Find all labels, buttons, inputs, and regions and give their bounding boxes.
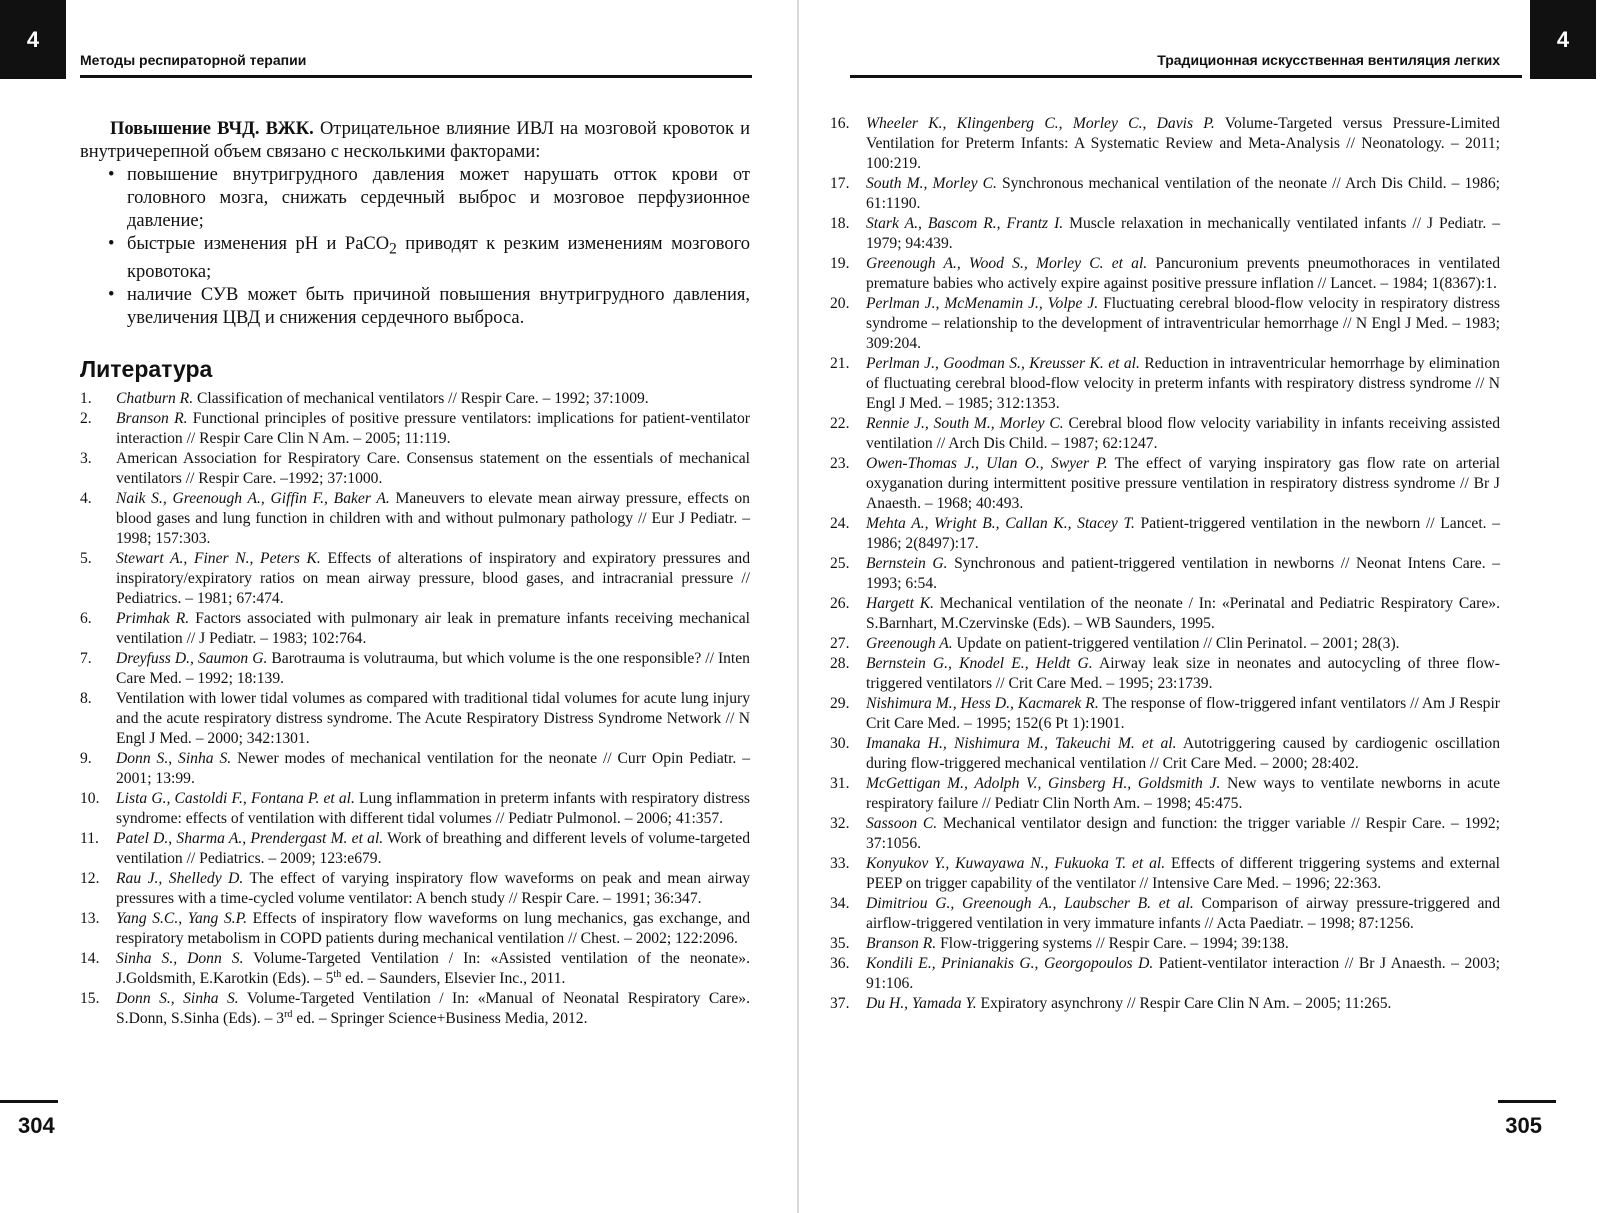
reference-item	[80, 909, 750, 949]
intro-paragraph	[80, 118, 750, 164]
reference-item	[830, 114, 1500, 174]
reference-item	[80, 409, 750, 449]
reference-item	[830, 894, 1500, 934]
reference-list	[80, 389, 750, 1029]
reference-authors: Greenough A.	[866, 635, 953, 652]
reference-number: 27.	[830, 635, 850, 652]
reference-body: Synchronous mechanical ventilation of the neonate // Arch Dis Child. – 1986; 61:1190.	[866, 175, 1500, 212]
reference-body: Muscle relaxation in mechanically ventilated infants // J Pediatr. – 1979; 94:439.	[866, 215, 1500, 252]
reference-authors: Primhak R.	[116, 609, 190, 627]
intro-text: Отрицательное влияние ИВЛ на мозговой кровоток и внутричерепной объем связано с несколькими факторами:	[80, 119, 751, 162]
reference-authors: Dreyfuss D., Saumon G.	[116, 649, 268, 667]
reference-authors: Konyukov Y., Kuwayawa N., Fukuoka T. et al.	[866, 855, 1166, 872]
reference-text	[116, 649, 750, 689]
reference-item	[830, 354, 1500, 414]
chapter-tab	[1530, 0, 1596, 79]
reference-text	[866, 254, 1500, 294]
reference-number: 10.	[80, 789, 100, 807]
reference-item	[830, 934, 1500, 954]
reference-text	[866, 354, 1500, 414]
reference-text	[116, 449, 750, 489]
reference-text	[116, 749, 750, 789]
reference-item	[80, 869, 750, 909]
reference-body: Volume-Targeted versus Pressure-Limited Ventilation for Preterm Infants: A Systematic Review and Meta-Analysis // Neonatology. – 2011; 100:219.	[866, 115, 1500, 172]
reference-text	[116, 609, 750, 649]
footer-rule	[0, 1100, 58, 1103]
bullet-item	[80, 164, 750, 233]
reference-text	[866, 634, 1500, 654]
chapter-number: 4	[26, 26, 40, 52]
reference-text	[866, 814, 1500, 854]
reference-text	[866, 774, 1500, 814]
reference-text	[116, 549, 750, 609]
reference-authors: Bernstein G., Knodel E., Heldt G.	[866, 655, 1093, 672]
reference-authors: Imanaka H., Nishimura M., Takeuchi M. et al.	[866, 735, 1177, 752]
reference-item	[80, 449, 750, 489]
reference-authors: Hargett K.	[866, 595, 935, 612]
reference-authors: Yang S.C., Yang S.P.	[116, 909, 248, 927]
reference-authors: Lista G., Castoldi F., Fontana P. et al.	[116, 789, 355, 807]
reference-text	[116, 869, 750, 909]
reference-body-tail: ed. – Springer Science+Business Media, 2012.	[292, 1009, 588, 1027]
reference-authors: Perlman J., Goodman S., Kreusser K. et al.	[866, 355, 1140, 372]
reference-number: 32.	[830, 815, 850, 832]
reference-body: Newer modes of mechanical ventilation for the neonate // Curr Opin Pediatr. – 2001; 13:99.	[116, 749, 750, 787]
reference-body: Pancuronium prevents pneumothoraces in ventilated premature babies who actively expire against positive pressure inflation // Lancet. – 1984; 1(8367):1.	[866, 255, 1501, 292]
reference-item	[80, 649, 750, 689]
reference-authors: Branson R.	[866, 935, 937, 952]
chapter-tab	[0, 0, 66, 79]
reference-number: 7.	[80, 649, 92, 667]
reference-body: Patient-ventilator interaction // Br J Anaesth. – 2003; 91:106.	[866, 955, 1500, 992]
reference-text	[116, 949, 750, 989]
reference-item	[830, 554, 1500, 594]
left-body	[80, 118, 750, 1029]
reference-body: The response of flow-triggered infant ventilators // Am J Respir Crit Care Med. – 1995; 152(6 Pt 1):1901.	[866, 695, 1500, 732]
reference-item	[830, 514, 1500, 554]
reference-authors: Wheeler K., Klingenberg C., Morley C., Davis P.	[866, 115, 1215, 132]
bullet-text: быстрые изменения pH и PaCO	[127, 234, 390, 254]
reference-text	[866, 954, 1500, 994]
reference-authors: Greenough A., Wood S., Morley C. et al.	[866, 255, 1148, 272]
reference-body: Reduction in intraventricular hemorrhage by elimination of fluctuating cerebral blood-flow velocity in preterm infants with respiratory distress syndrome // N Engl J Med. – 1985; 312:1353.	[866, 355, 1500, 412]
reference-text	[866, 414, 1500, 454]
reference-number: 20.	[830, 295, 850, 312]
bullet-item	[80, 284, 750, 330]
reference-item	[830, 734, 1500, 774]
reference-item	[80, 549, 750, 609]
reference-body: Barotrauma is volutrauma, but which volume is the one responsible? // Inten Care Med. – 1992; 18:139.	[116, 649, 750, 687]
reference-text	[116, 909, 750, 949]
reference-item	[830, 774, 1500, 814]
reference-item	[80, 389, 750, 409]
reference-body: Mechanical ventilation of the neonate / In: «Perinatal and Pediatric Respiratory Care». S.Barnhart, M.Czervinske (Eds). – WB Saunders, 1995.	[866, 595, 1500, 632]
reference-text	[116, 409, 750, 449]
reference-body: Classification of mechanical ventilators // Respir Care. – 1992; 37:1009.	[193, 389, 649, 407]
reference-number: 14.	[80, 949, 100, 967]
reference-number: 3.	[80, 449, 92, 467]
reference-text	[866, 934, 1500, 954]
reference-item	[80, 829, 750, 869]
reference-authors: South M., Morley C.	[866, 175, 997, 192]
reference-authors: Nishimura M., Hess D., Kacmarek R.	[866, 695, 1099, 712]
bullet-text: наличие СУВ может быть причиной повышения внутригрудного давления, увеличения ЦВД и снижения сердечного выброса.	[127, 284, 750, 328]
reference-number: 6.	[80, 609, 92, 627]
reference-item	[830, 654, 1500, 694]
reference-text	[866, 694, 1500, 734]
reference-number: 31.	[830, 775, 850, 792]
reference-text	[866, 734, 1500, 774]
reference-authors: Bernstein G.	[866, 555, 948, 572]
reference-number: 18.	[830, 215, 850, 232]
page-number: 304	[18, 1113, 55, 1138]
page-number: 305	[1505, 1113, 1542, 1138]
reference-text	[866, 854, 1500, 894]
chapter-number: 4	[1556, 26, 1570, 52]
reference-text	[116, 989, 750, 1029]
reference-item	[830, 414, 1500, 454]
reference-number: 34.	[830, 895, 850, 912]
section-title: Литература	[80, 355, 213, 382]
running-head: Традиционная искусственная вентиляция легких	[1157, 52, 1500, 68]
reference-authors: McGettigan M., Adolph V., Ginsberg H., Goldsmith J.	[866, 775, 1221, 792]
reference-text	[116, 829, 750, 869]
reference-text	[116, 789, 750, 829]
reference-body: Patient-triggered ventilation in the newborn // Lancet. – 1986; 2(8497):17.	[866, 515, 1501, 552]
reference-body: American Association for Respiratory Care. Consensus statement on the essentials of mechanical ventilators // Respir Care. –1992; 37:1000.	[116, 449, 750, 487]
reference-authors: Donn S., Sinha S.	[116, 989, 239, 1007]
reference-body: Maneuvers to elevate mean airway pressure, effects on blood gases and lung function in children with and without pulmonary pathology // Eur J Pediatr. – 1998; 157:303.	[116, 489, 750, 547]
reference-body: Ventilation with lower tidal volumes as compared with traditional tidal volumes for acute lung injury and the acute respiratory distress syndrome. The Acute Respiratory Distress Syndrome Network // N Engl J Med. – 2000; 342:1301.	[116, 689, 750, 747]
reference-list	[830, 114, 1500, 1014]
right-body	[830, 114, 1500, 1014]
reference-body: Work of breathing and different levels of volume-targeted ventilation // Pediatrics. – 2009; 123:e679.	[116, 829, 750, 867]
reference-number: 8.	[80, 689, 92, 707]
reference-text	[116, 689, 750, 749]
reference-body: Fluctuating cerebral blood-flow velocity in respiratory distress syndrome – relationship to the development of intraventricular hemorrhage // N Engl J Med. – 1983; 309:204.	[866, 295, 1500, 352]
bullet-list	[80, 164, 750, 330]
reference-body: New ways to ventilate newborns in acute respiratory failure // Pediatr Clin North Am. – 1998; 45:475.	[866, 775, 1500, 812]
reference-number: 26.	[830, 595, 850, 612]
reference-item	[830, 694, 1500, 734]
reference-item	[830, 634, 1500, 654]
reference-text	[866, 174, 1500, 214]
reference-item	[80, 949, 750, 989]
reference-number: 24.	[830, 515, 850, 532]
reference-text	[866, 894, 1500, 934]
reference-item	[830, 814, 1500, 854]
reference-body: Flow-triggering systems // Respir Care. – 1994; 39:138.	[936, 935, 1289, 952]
reference-number: 15.	[80, 989, 100, 1007]
reference-body: Effects of inspiratory flow waveforms on lung mechanics, gas exchange, and respiratory metabolism in COPD patients during mechanical ventilation // Chest. – 2002; 122:2096.	[116, 909, 750, 947]
header-rule	[850, 75, 1522, 78]
reference-number: 13.	[80, 909, 100, 927]
reference-number: 23.	[830, 455, 850, 472]
reference-item	[830, 254, 1500, 294]
reference-authors: Stark A., Bascom R., Frantz I.	[866, 215, 1064, 232]
reference-item	[830, 294, 1500, 354]
reference-number: 21.	[830, 355, 850, 372]
reference-number: 29.	[830, 695, 850, 712]
reference-number: 4.	[80, 489, 92, 507]
reference-authors: Sassoon C.	[866, 815, 938, 832]
reference-authors: Owen-Thomas J., Ulan O., Swyer P.	[866, 455, 1108, 472]
superscript: rd	[284, 1008, 293, 1020]
reference-number: 2.	[80, 409, 92, 427]
reference-number: 22.	[830, 415, 850, 432]
reference-number: 28.	[830, 655, 850, 672]
reference-text	[116, 389, 750, 409]
reference-body: The effect of varying inspiratory flow waveforms on peak and mean airway pressures with a time-cycled volume ventilator: A bench study // Respir Care. – 1991; 36:347.	[116, 869, 750, 907]
reference-body: The effect of varying inspiratory gas flow rate on arterial oxyganation during intermittent positive pressure ventilation in respiratory distress syndrome // Br J Anaesth. – 1968; 40:493.	[866, 455, 1501, 512]
intro-lead: Повышение ВЧД. ВЖК.	[110, 119, 314, 139]
reference-number: 17.	[830, 175, 850, 192]
footer-rule	[1498, 1100, 1556, 1103]
reference-number: 25.	[830, 555, 850, 572]
reference-number: 35.	[830, 935, 850, 952]
reference-authors: Du H., Yamada Y.	[866, 995, 977, 1012]
reference-number: 12.	[80, 869, 100, 887]
reference-item	[830, 454, 1500, 514]
reference-authors: Dimitriou G., Greenough A., Laubscher B. et al.	[866, 895, 1194, 912]
subscript: 2	[389, 240, 397, 258]
reference-authors: Rau J., Shelledy D.	[116, 869, 244, 887]
reference-body: Lung inflammation in preterm infants with respiratory distress syndrome: effects of ventilation with different tidal volumes // Pediatr Pulmonol. – 2006; 41:357.	[116, 789, 750, 827]
superscript: th	[333, 968, 342, 980]
header-rule	[80, 75, 752, 78]
reference-text	[116, 489, 750, 549]
reference-item	[830, 214, 1500, 254]
reference-item	[830, 954, 1500, 994]
reference-item	[80, 989, 750, 1029]
reference-authors: Rennie J., South M., Morley C.	[866, 415, 1064, 432]
bullet-text: повышение внутригрудного давления может нарушать отток крови от головного мозга, снижать сердечный выброс и мозговое перфузионное давление;	[127, 165, 750, 231]
reference-item	[830, 854, 1500, 894]
reference-item	[830, 174, 1500, 214]
reference-number: 33.	[830, 855, 850, 872]
reference-item	[830, 594, 1500, 634]
reference-number: 5.	[80, 549, 92, 567]
reference-authors: Kondili E., Prinianakis G., Georgopoulos D.	[866, 955, 1154, 972]
reference-text	[866, 554, 1500, 594]
reference-item	[80, 749, 750, 789]
reference-text	[866, 514, 1500, 554]
reference-authors: Patel D., Sharma A., Prendergast M. et al.	[116, 829, 384, 847]
reference-text	[866, 654, 1500, 694]
bullet-text: приводят к резким изменениям мозгового кровотока;	[127, 234, 750, 282]
bullet-item	[80, 233, 750, 284]
reference-text	[866, 214, 1500, 254]
reference-authors: Mehta A., Wright B., Callan K., Stacey T.	[866, 515, 1135, 532]
reference-body: Synchronous and patient-triggered ventilation in newborns // Neonat Intens Care. – 1993; 6:54.	[866, 555, 1500, 592]
reference-body: Volume-Targeted Ventilation / In: «Manual of Neonatal Respiratory Care». S.Donn, S.Sinha (Eds). – 3	[116, 989, 750, 1027]
reference-authors: Chatburn R.	[116, 389, 194, 407]
reference-number: 36.	[830, 955, 850, 972]
reference-body: Functional principles of positive pressure ventilators: implications for patient-ventilator interaction // Respir Care Clin N Am. – 2005; 11:119.	[116, 409, 750, 447]
running-head: Методы респираторной терапии	[80, 52, 307, 68]
reference-body: Comparison of airway pressure-triggered and airflow-triggered ventilation in very immature infants // Acta Paediatr. – 1998; 87:1256.	[866, 895, 1501, 932]
reference-body: Cerebral blood flow velocity variability in infants receiving assisted ventilation // Arch Dis Child. – 1987; 62:1247.	[866, 415, 1501, 452]
reference-text	[866, 994, 1500, 1014]
reference-body: Expiratory asynchrony // Respir Care Clin N Am. – 2005; 11:265.	[976, 995, 1392, 1012]
reference-authors: Donn S., Sinha S.	[116, 749, 232, 767]
reference-item	[80, 689, 750, 749]
reference-authors: Stewart A., Finer N., Peters K.	[116, 549, 321, 567]
reference-number: 37.	[830, 995, 850, 1012]
reference-number: 30.	[830, 735, 850, 752]
reference-item	[830, 994, 1500, 1014]
reference-body: Factors associated with pulmonary air leak in premature infants receiving mechanical ventilation // J Pediatr. – 1983; 102:764.	[116, 609, 750, 647]
reference-body: Effects of different triggering systems and external PEEP on trigger capability of the ventilator // Intensive Care Med. – 1996; 22:363.	[866, 855, 1500, 892]
reference-number: 19.	[830, 255, 850, 272]
reference-number: 16.	[830, 115, 850, 132]
reference-body: Effects of alterations of inspiratory and expiratory pressures and inspiratory/expiratory ratios on mean airway pressure, blood gases, and intracranial pressure // Pediatrics. – 1981; 67:474.	[116, 549, 750, 607]
reference-text	[866, 294, 1500, 354]
reference-body-tail: ed. – Saunders, Elsevier Inc., 2011.	[341, 969, 566, 987]
reference-body: Volume-Targeted Ventilation / In: «Assisted ventilation of the neonate». J.Goldsmith, E.Karotkin (Eds). – 5	[116, 949, 751, 987]
reference-item	[80, 609, 750, 649]
reference-text	[866, 594, 1500, 634]
reference-number: 9.	[80, 749, 92, 767]
reference-authors: Branson R.	[116, 409, 188, 427]
reference-text	[866, 114, 1500, 174]
reference-body: Autotriggering caused by cardiogenic oscillation during flow-triggered mechanical ventilation // Crit Care Med. – 2000; 28:402.	[866, 735, 1500, 772]
reference-authors: Perlman J., McMenamin J., Volpe J.	[866, 295, 1099, 312]
reference-item	[80, 789, 750, 829]
reference-number: 11.	[80, 829, 99, 847]
reference-body: Update on patient-triggered ventilation // Clin Perinatol. – 2001; 28(3).	[952, 635, 1400, 652]
reference-body: Mechanical ventilator design and function: the trigger variable // Respir Care. – 1992; 37:1056.	[866, 815, 1500, 852]
reference-item	[80, 489, 750, 549]
reference-authors: Sinha S., Donn S.	[116, 949, 244, 967]
reference-number: 1.	[80, 389, 92, 407]
reference-text	[866, 454, 1500, 514]
reference-body: Airway leak size in neonates and autocycling of three flow-triggered ventilators // Crit Care Med. – 1995; 23:1739.	[866, 655, 1500, 692]
reference-authors: Naik S., Greenough A., Giffin F., Baker A.	[116, 489, 390, 507]
